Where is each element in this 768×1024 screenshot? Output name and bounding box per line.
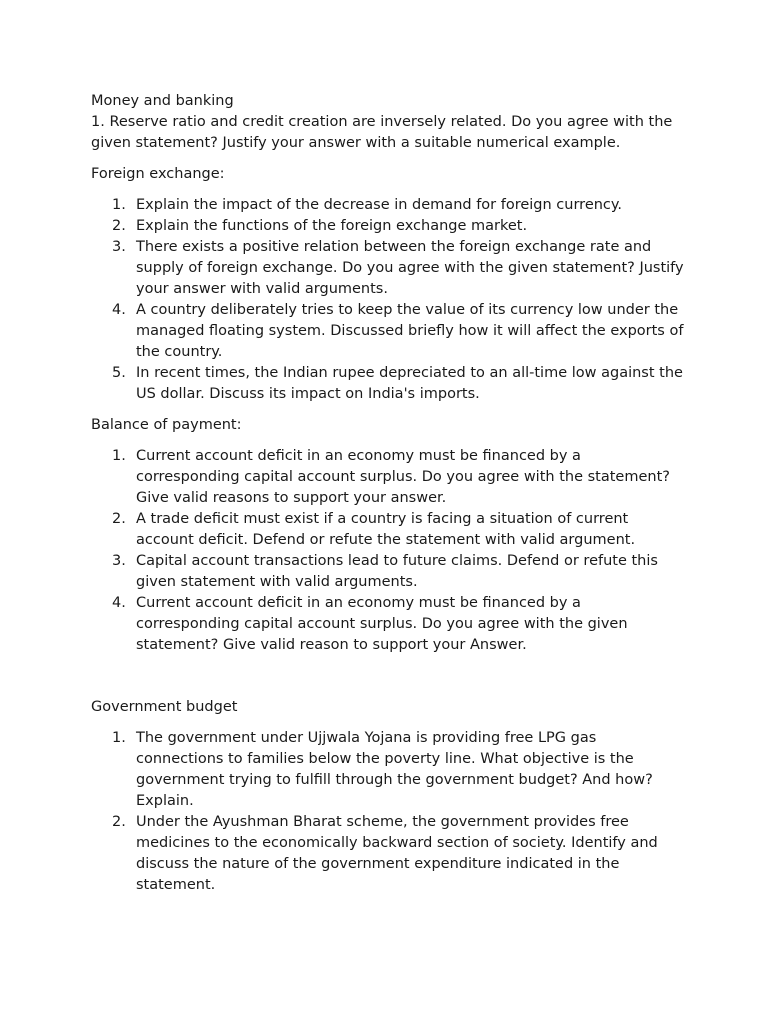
list-item-number: 1. xyxy=(112,197,126,213)
list-item xyxy=(91,509,688,551)
list-item-text: Capital account transactions lead to future claims. Defend or refute this given statement with valid arguments. xyxy=(136,553,658,590)
list-item xyxy=(91,446,688,509)
list-item-number: 2. xyxy=(112,218,126,234)
list-item-number: 3. xyxy=(112,239,126,255)
list-item-text: Current account deficit in an economy must be financed by a corresponding capital account surplus. Do you agree with the statement? Give valid reasons to support your answer. xyxy=(136,448,670,506)
balance-of-payment-list xyxy=(91,446,688,656)
list-item-number: 3. xyxy=(112,553,126,569)
list-item-text: A country deliberately tries to keep the value of its currency low under the managed floating system. Discussed briefly how it will affect the exports of the country. xyxy=(136,302,684,360)
list-item xyxy=(91,237,688,300)
list-item-number: 2. xyxy=(112,814,126,830)
list-item xyxy=(91,363,688,405)
list-item-text: A trade deficit must exist if a country is facing a situation of current account deficit. Defend or refute the statement with valid argument. xyxy=(136,511,636,548)
list-item-number: 4. xyxy=(112,595,126,611)
list-item xyxy=(91,216,688,237)
money-banking-question: 1. Reserve ratio and credit creation are inversely related. Do you agree with the given statement? Justify your answer with a suitable numerical example. xyxy=(91,114,673,151)
list-item xyxy=(91,300,688,363)
spacer xyxy=(91,666,688,697)
list-item xyxy=(91,812,688,896)
list-item-number: 4. xyxy=(112,302,126,318)
list-item-text: The government under Ujjwala Yojana is providing free LPG gas connections to families below the poverty line. What objective is the government trying to fulfill through the government budget? And how? Explain. xyxy=(136,730,653,809)
list-item-number: 2. xyxy=(112,511,126,527)
section-title-money-banking: Money and banking xyxy=(91,93,234,109)
list-item-number: 5. xyxy=(112,365,126,381)
list-item-number: 1. xyxy=(112,448,126,464)
list-item xyxy=(91,551,688,593)
list-item-text: In recent times, the Indian rupee depreciated to an all-time low against the US dollar. Discuss its impact on India's imports. xyxy=(136,365,683,402)
section-title-balance-of-payment: Balance of payment: xyxy=(91,417,242,433)
government-budget-list xyxy=(91,728,688,896)
list-item-text: Explain the functions of the foreign exchange market. xyxy=(136,218,528,234)
list-item xyxy=(91,593,688,656)
list-item xyxy=(91,728,688,812)
list-item-text: Under the Ayushman Bharat scheme, the government provides free medicines to the economically backward section of society. Identify and discuss the nature of the government expenditure indicated in the statement. xyxy=(136,814,658,893)
list-item-text: There exists a positive relation between the foreign exchange rate and supply of foreign exchange. Do you agree with the given statement? Justify your answer with valid arguments. xyxy=(136,239,684,297)
section-title-foreign-exchange: Foreign exchange: xyxy=(91,166,225,182)
list-item-text: Explain the impact of the decrease in demand for foreign currency. xyxy=(136,197,623,213)
foreign-exchange-list xyxy=(91,195,688,405)
section-title-government-budget: Government budget xyxy=(91,699,238,715)
list-item-text: Current account deficit in an economy must be financed by a corresponding capital account surplus. Do you agree with the given statement? Give valid reason to support your Answer. xyxy=(136,595,628,653)
list-item-number: 1. xyxy=(112,730,126,746)
list-item xyxy=(91,195,688,216)
